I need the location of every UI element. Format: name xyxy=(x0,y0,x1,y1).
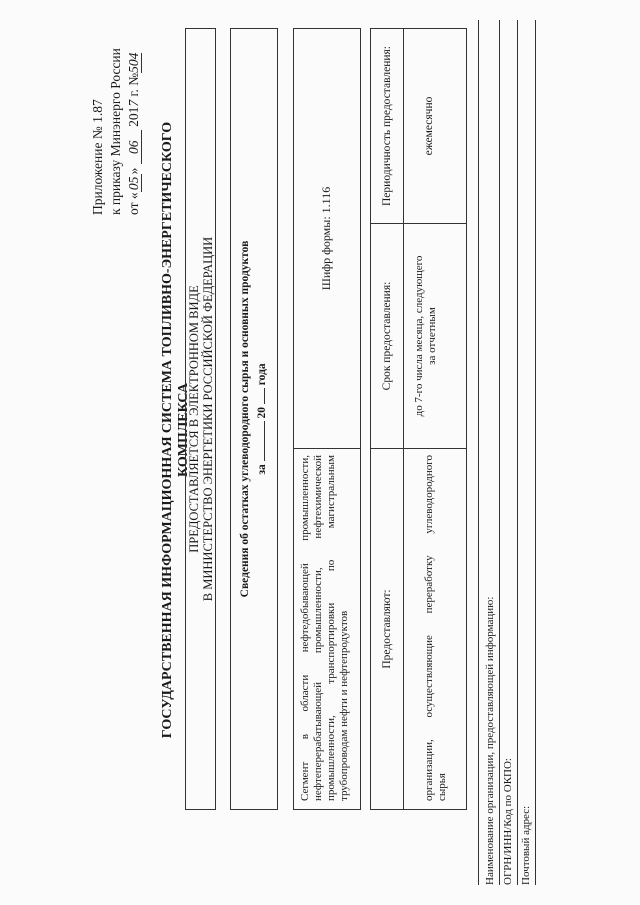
segment-text xyxy=(299,455,351,801)
report-period xyxy=(256,29,269,809)
periodicity-value: ежемесячно xyxy=(423,96,435,156)
appendix-day: 05 xyxy=(126,174,142,192)
report-box xyxy=(230,28,278,810)
segment-line-3: промышленности, транспортировки по магистральным xyxy=(324,455,337,801)
deadline-line-1: до 7-го числа месяца, следующего xyxy=(413,255,425,417)
footer-org-label: Наименование организации, предоставляющей информацию: xyxy=(484,596,496,885)
appendix-year-prefix: 201 xyxy=(126,106,141,127)
footer-ogrn-underline xyxy=(517,20,518,885)
provided-line-2: В МИНИСТЕРСТВО ЭНЕРГЕТИКИ РОССИЙСКОЙ ФЕДЕРАЦИИ xyxy=(201,236,215,602)
report-za: за xyxy=(256,464,268,475)
appendix-g: г. № xyxy=(126,72,141,100)
table-header-divider xyxy=(403,29,404,809)
appendix-ot: от « xyxy=(126,192,141,215)
provided-line-1: ПРЕДОСТАВЛЯЕТСЯ В ЭЛЕКТРОННОМ ВИДЕ xyxy=(187,285,201,553)
footer-ogrn-row xyxy=(502,20,516,885)
header-periodicity: Периодичность предоставления: xyxy=(381,46,393,206)
deadline-value xyxy=(413,224,439,448)
report-goda: года xyxy=(256,363,268,386)
appendix-line-1: Приложение № 1.87 xyxy=(90,99,105,215)
footer-address-label: Почтовый адрес: xyxy=(520,805,532,885)
segment-divider xyxy=(294,448,360,449)
header-providers: Предоставляют: xyxy=(381,589,393,669)
report-blank-2 xyxy=(264,388,265,404)
appendix-line-2: к приказу Минэнерго России xyxy=(108,48,123,215)
info-table xyxy=(370,28,467,810)
report-year-mid: 20 xyxy=(256,407,268,419)
footer-address-underline xyxy=(535,20,536,885)
appendix-number: 504 xyxy=(126,52,141,73)
segment-line-4: трубопроводам нефти и нефтепродуктов xyxy=(337,610,350,801)
footer-address-row xyxy=(520,20,534,885)
segment-line-1: Сегмент в области нефтедобывающей промышленности, xyxy=(299,455,311,801)
report-blank-1 xyxy=(264,421,265,461)
appendix-date-line xyxy=(126,53,142,215)
providers-line-2: сырья xyxy=(436,773,449,801)
form-code: Шифр формы: 1.116 xyxy=(319,186,333,291)
appendix-quote-close: » xyxy=(126,167,141,175)
footer-ogrn-label: ОГРН/ИНН/Код по ОКПО: xyxy=(502,758,514,885)
segment-box xyxy=(293,28,361,810)
appendix-year-digit: 7 xyxy=(126,99,141,107)
segment-line-2: нефтеперерабатывающей промышленности, нефтехимической xyxy=(311,455,324,801)
providers-value xyxy=(423,455,449,801)
footer-org-row xyxy=(484,20,498,885)
deadline-line-2: за отчетным xyxy=(426,307,439,365)
header-deadline: Срок предоставления: xyxy=(381,281,393,391)
providers-line-1: организации, осуществляющие переработку углеводородного xyxy=(423,455,435,801)
footer-org-underline xyxy=(499,20,500,885)
footer-line-top xyxy=(478,20,479,885)
report-title: Сведения об остатках углеводородного сырья и основных продуктов xyxy=(239,240,251,598)
appendix-month: 06 xyxy=(126,130,142,164)
provided-box xyxy=(185,28,216,810)
system-title: ГОСУДАРСТВЕННАЯ ИНФОРМАЦИОННАЯ СИСТЕМА ТОПЛИВНО-ЭНЕРГЕТИЧЕСКОГО КОМПЛЕКСА xyxy=(160,121,191,739)
